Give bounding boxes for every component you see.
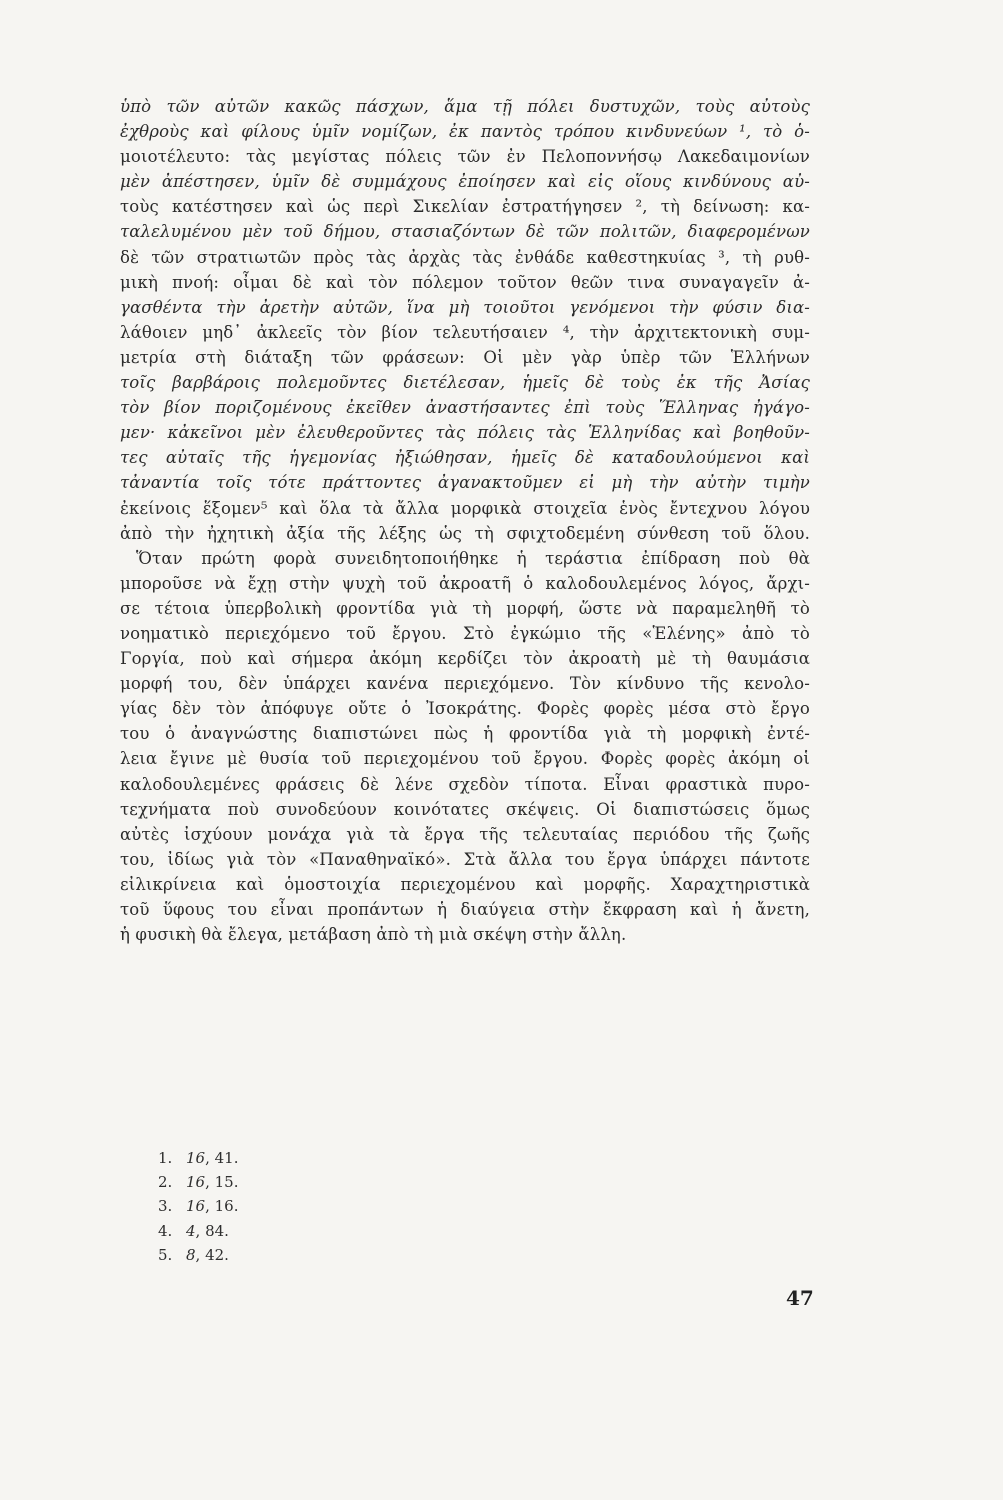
text-line: τεχνήματα ποὺ συνοδεύουν κοινότατες σκέψεις. Οἱ διαπιστώσεις ὅμως <box>120 799 810 819</box>
text-line: Ὅταν πρώτη φορὰ συνειδητοποιήθηκε ἡ τεράστια ἐπίδραση ποὺ θὰ <box>136 548 810 568</box>
text-line: μὲν ἀπέστησεν, ὑμῖν δὲ συμμάχους ἐποίησεν καὶ εἰς οἵους κινδύνους αὐ- <box>120 172 810 192</box>
text-line: ὑπὸ τῶν αὐτῶν κακῶς πάσχων, ἅμα τῇ πόλει δυστυχῶν, τοὺς αὐτοὺς <box>120 97 810 116</box>
text-line: λάθοιεν μηδ᾽ ἀκλεεῖς τὸν βίον τελευτήσαιεν ⁴, τὴν ἀρχιτεκτονικὴ συμ- <box>120 322 810 342</box>
footnote: 4. 4, 84. <box>158 1219 239 1243</box>
text-line: τἀναντία τοῖς τότε πράττοντες ἀγανακτοῦμεν εἰ μὴ τὴν αὐτὴν τιμὴν <box>120 473 810 493</box>
text-line: μετρία στὴ διάταξη τῶν φράσεων: Οἱ μὲν γὰρ ὑπὲρ τῶν Ἑλλήνων <box>120 347 810 367</box>
footnote-page: 42. <box>205 1245 229 1264</box>
text-line: ἐχθροὺς καὶ φίλους ὑμῖν νομίζων, ἐκ παντὸς τρόπου κινδυνεύων ¹, τὸ ὁ- <box>120 122 810 142</box>
text-line: ἐκείνοις ἕξομεν⁵ καὶ ὅλα τὰ ἄλλα μορφικὰ στοιχεῖα ἑνὸς ἔντεχνου λόγου <box>120 498 810 518</box>
footnote: 1. 16, 41. <box>158 1146 239 1170</box>
text-line: καλοδουλεμένες φράσεις δὲ λένε σχεδὸν τίποτα. Εἶναι φραστικὰ πυρο- <box>120 774 810 794</box>
text-line: εἰλικρίνεια καὶ ὁμοστοιχία περιεχομένου καὶ μορφῆς. Χαραχτηριστικὰ <box>120 874 810 894</box>
text-line: του ὁ ἀναγνώστης διαπιστώνει πὼς ἡ φροντίδα γιὰ τὴ μορφικὴ ἐντέ- <box>120 724 810 744</box>
footnote-volume: 16 <box>186 1149 206 1167</box>
text-line: μοιοτέλευτο: τὰς μεγίστας πόλεις τῶν ἐν Πελοποννήσῳ Λακεδαιμονίων <box>120 147 810 167</box>
footnote-page: 16. <box>214 1197 239 1216</box>
text-line: ἡ φυσικὴ θὰ ἔλεγα, μετάβαση ἀπὸ τὴ μιὰ σκέψη στὴν ἄλλη. <box>120 925 627 945</box>
text-line: νοηματικὸ περιεχόμενο τοῦ ἔργου. Στὸ ἐγκώμιο τῆς «Ἑλένης» ἀπὸ τὸ <box>120 623 810 643</box>
text-line: δὲ τῶν στρατιωτῶν πρὸς τὰς ἀρχὰς τὰς ἐνθάδε καθεστηκυίας ³, τὴ ρυθ- <box>120 247 810 267</box>
footnote: 2. 16, 15. <box>158 1170 239 1194</box>
footnote-number: 3. <box>158 1197 173 1216</box>
text-line: γασθέντα τὴν ἀρετὴν αὐτῶν, ἵνα μὴ τοιοῦτοι γενόμενοι τὴν φύσιν δια- <box>120 297 810 317</box>
footnote-page: 41. <box>214 1149 239 1167</box>
footnote-number: 5. <box>158 1245 173 1264</box>
text-line: τοῖς βαρβάροις πολεμοῦντες διετέλεσαν, ἡμεῖς δὲ τοὺς ἐκ τῆς Ἀσίας <box>120 373 810 393</box>
text-line: τοῦ ὕφους του εἶναι προπάντων ἡ διαύγεια στὴν ἔκφραση καὶ ἡ ἄνετη, <box>120 900 810 919</box>
text-line: μποροῦσε νὰ ἔχῃ στὴν ψυχὴ τοῦ ἀκροατῆ ὁ καλοδουλεμένος λόγος, ἄρχι- <box>120 573 810 593</box>
text-line: γίας δὲν τὸν ἀπόφυγε οὔτε ὁ Ἰσοκράτης. Φορὲς φορὲς μέσα στὸ ἔργο <box>120 699 810 719</box>
footnote-volume: 8 <box>186 1245 196 1264</box>
text-line: σε τέτοια ὑπερβολικὴ φροντίδα γιὰ τὴ μορφή, ὥστε νὰ παραμεληθῆ τὸ <box>120 598 810 618</box>
footnote-volume: 16 <box>186 1197 206 1216</box>
text-line: τὸν βίον ποριζομένους ἐκεῖθεν ἀναστήσαντες ἐπὶ τοὺς Ἕλληνας ἠγάγο- <box>120 398 810 418</box>
body-text <box>120 94 810 947</box>
footnote-number: 4. <box>158 1221 173 1240</box>
text-line: του, ἰδίως γιὰ τὸν «Παναθηναϊκό». Στὰ ἄλλα του ἔργα ὑπάρχει πάντοτε <box>120 849 810 869</box>
footnote-page: 84. <box>205 1221 229 1240</box>
footnote-volume: 4 <box>186 1221 196 1240</box>
text-line: τες αὐταῖς τῆς ἡγεμονίας ἠξιώθησαν, ἡμεῖς δὲ καταδουλούμενοι καὶ <box>120 448 810 468</box>
footnotes <box>158 1146 239 1267</box>
text-line: αὐτὲς ἰσχύουν μονάχα γιὰ τὰ ἔργα τῆς τελευταίας περιόδου τῆς ζωῆς <box>120 824 810 844</box>
text-line: Γοργία, ποὺ καὶ σήμερα ἀκόμη κερδίζει τὸν ἀκροατὴ μὲ τὴ θαυμάσια <box>120 649 810 669</box>
footnote-page: 15. <box>214 1173 239 1192</box>
text-line: ταλελυμένου μὲν τοῦ δήμου, στασιαζόντων δὲ τῶν πολιτῶν, διαφερομένων <box>120 222 810 242</box>
footnote: 5. 8, 42. <box>158 1243 239 1267</box>
footnote-number: 2. <box>158 1173 173 1192</box>
text-line: μορφή του, δὲν ὑπάρχει κανένα περιεχόμενο. Τὸν κίνδυνο τῆς κενολο- <box>120 674 810 694</box>
text-line: μικὴ πνοή: οἶμαι δὲ καὶ τὸν πόλεμον τοῦτον θεῶν τινα συναγαγεῖν ἀ- <box>120 272 810 292</box>
text-line: λεια ἔγινε μὲ θυσία τοῦ περιεχομένου τοῦ ἔργου. Φορὲς φορὲς ἀκόμη οἱ <box>120 749 810 769</box>
footnote-number: 1. <box>158 1149 173 1167</box>
text-line: ἀπὸ τὴν ἠχητικὴ ἀξία τῆς λέξης ὡς τὴ σφιχτοδεμένη σύνθεση τοῦ ὅλου. <box>120 523 810 543</box>
page-number: 47 <box>786 1286 814 1310</box>
text-line: τοὺς κατέστησεν καὶ ὡς περὶ Σικελίαν ἐστρατήγησεν ², τὴ δείνωση: κα- <box>120 197 810 217</box>
text-line: μεν· κἀκεῖνοι μὲν ἐλευθεροῦντες τὰς πόλεις τὰς Ἑλληνίδας καὶ βοηθοῦν- <box>120 423 810 443</box>
footnote-volume: 16 <box>186 1173 206 1192</box>
footnote: 3. 16, 16. <box>158 1194 239 1218</box>
